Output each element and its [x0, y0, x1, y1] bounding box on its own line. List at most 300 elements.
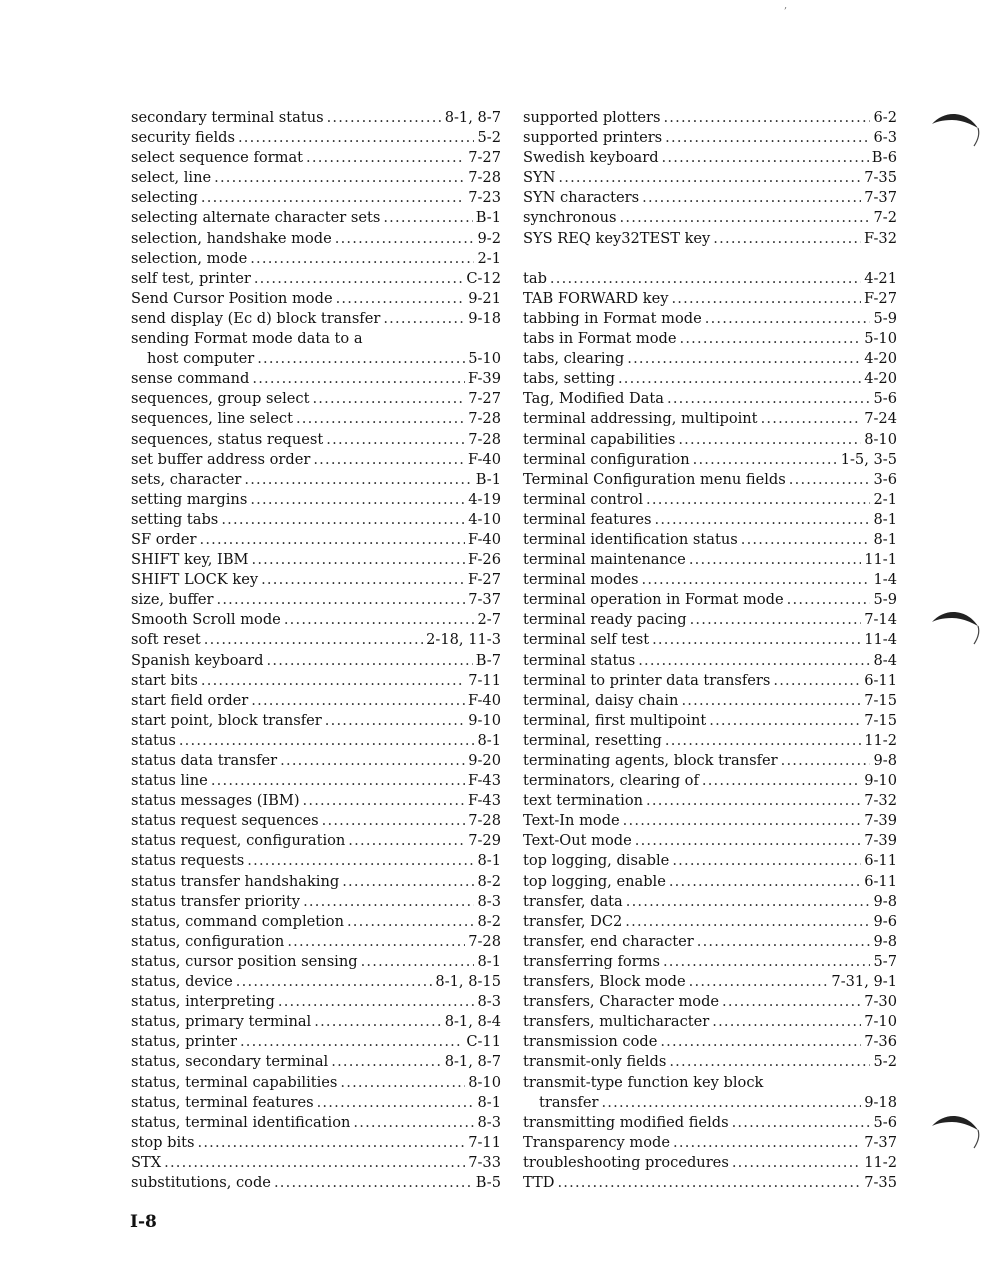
index-entry: [523, 992, 897, 1012]
page-reference: 8-3: [477, 892, 501, 910]
index-term: status data transfer: [131, 752, 278, 769]
index-term: terminal features: [523, 510, 652, 528]
index-entry: [523, 1173, 897, 1193]
index-entry: [131, 208, 501, 228]
dot-leader: [353, 1113, 474, 1133]
page-reference: 9-2: [477, 229, 501, 247]
index-entry: [523, 530, 897, 550]
index-term: transfer, end character: [523, 932, 694, 950]
dot-leader: [252, 369, 465, 389]
index-entry: [523, 932, 897, 952]
index-term: Text-Out mode: [523, 832, 632, 850]
page-reference: F-27: [864, 289, 897, 307]
dot-leader: [303, 791, 465, 811]
index-entry: [523, 590, 897, 610]
page-reference: 8-10: [864, 430, 897, 448]
dot-leader: [361, 952, 475, 972]
page-reference: 4-21: [864, 269, 897, 287]
dot-leader: [278, 992, 475, 1012]
index-term: transmit-only fields: [523, 1053, 667, 1071]
index-term: status, secondary terminal: [131, 1053, 329, 1071]
dot-leader: [383, 309, 465, 329]
index-entry: [131, 570, 501, 590]
page-reference: 4-20: [864, 370, 897, 388]
page-reference: 8-1, 8-7: [444, 1053, 501, 1071]
dot-leader: [620, 208, 871, 228]
index-entry: [523, 108, 897, 128]
page-reference: 11-4: [864, 631, 897, 649]
page-reference: C-12: [466, 269, 501, 287]
index-entry: [131, 912, 501, 932]
index-term: terminators, clearing of: [523, 772, 699, 790]
dot-leader: [342, 872, 474, 892]
page-reference: 7-28: [468, 430, 501, 448]
index-entry: [131, 932, 501, 952]
page-reference: 7-37: [468, 591, 501, 609]
dot-leader: [335, 229, 475, 249]
index-entry: [131, 972, 501, 992]
index-entry: [131, 369, 501, 389]
index-entry: [523, 389, 897, 409]
index-term: transfers, Character mode: [523, 993, 720, 1011]
dot-leader: [702, 771, 861, 791]
index-entry: [523, 1153, 897, 1173]
index-entry: [131, 530, 501, 550]
index-term: sequences, group select: [131, 390, 310, 408]
dot-leader: [635, 831, 861, 851]
index-term: send display (Ec d) block transfer: [131, 309, 381, 327]
index-term: status, terminal capabilities: [131, 1073, 338, 1091]
index-entry: [131, 430, 501, 450]
dot-leader: [274, 1173, 473, 1193]
dot-leader: [690, 610, 862, 630]
index-term: Terminal Configuration menu fields: [523, 470, 786, 488]
page-reference: 6-11: [864, 872, 897, 890]
index-term: set buffer address order: [131, 450, 311, 468]
index-entry: [523, 229, 897, 249]
index-term: transfer, data: [523, 892, 623, 910]
index-entry: [523, 550, 897, 570]
index-entry: [523, 269, 897, 289]
page-reference: F-27: [468, 571, 501, 589]
index-term: terminal, first multipoint: [523, 711, 707, 729]
dot-leader: [314, 1012, 441, 1032]
index-entry: [523, 851, 897, 871]
dot-leader: [789, 470, 871, 490]
page-reference: 8-2: [477, 872, 501, 890]
index-entry: [131, 289, 501, 309]
index-term: synchronous: [523, 209, 617, 227]
dot-leader: [201, 188, 465, 208]
index-entry: [131, 751, 501, 771]
index-term: terminal addressing, multipoint: [523, 410, 758, 428]
page-reference: 7-2: [873, 209, 897, 227]
index-term: selection, mode: [131, 249, 248, 267]
dot-leader: [199, 530, 465, 550]
page-reference: B-6: [871, 149, 897, 167]
dot-leader: [331, 1052, 441, 1072]
index-term: SYN characters: [523, 189, 640, 207]
page-reference: 11-2: [864, 731, 897, 749]
index-term: status, primary terminal: [131, 1013, 312, 1031]
page-reference: 5-10: [864, 330, 897, 348]
index-term: Tag, Modified Data: [523, 390, 664, 408]
dot-leader: [340, 1073, 465, 1093]
index-term: terminal operation in Format mode: [523, 591, 784, 609]
page-number: I-8: [130, 1212, 157, 1232]
index-term: status, command completion: [131, 912, 344, 930]
index-term: SHIFT LOCK key: [131, 571, 259, 589]
dot-leader: [312, 389, 465, 409]
index-term: status transfer handshaking: [131, 872, 340, 890]
page-reference: B-1: [475, 470, 501, 488]
page-reference: F-26: [468, 551, 501, 569]
index-term: terminal ready pacing: [523, 611, 687, 629]
index-term: status line: [131, 772, 208, 790]
index-entry: [131, 711, 501, 731]
index-entry: [131, 450, 501, 470]
dot-leader: [601, 1093, 861, 1113]
page-reference: 8-1, 8-4: [444, 1013, 501, 1031]
index-entry: [523, 872, 897, 892]
page-reference: 7-28: [468, 169, 501, 187]
dot-leader: [303, 892, 474, 912]
dot-leader: [267, 651, 473, 671]
index-entry: [131, 229, 501, 249]
index-entry: [523, 470, 897, 490]
dot-leader: [665, 731, 861, 751]
index-entry: [131, 148, 501, 168]
page-reference: 6-2: [873, 109, 897, 126]
index-term: tabbing in Format mode: [523, 309, 702, 327]
index-term: secondary terminal status: [131, 109, 324, 126]
dot-leader: [204, 630, 423, 650]
index-column-left: [131, 108, 501, 1193]
page-reference: 9-10: [468, 711, 501, 729]
dot-leader: [732, 1153, 861, 1173]
dot-leader: [306, 148, 465, 168]
index-entry: [131, 510, 501, 530]
page-reference: 5-7: [873, 952, 897, 970]
page-reference: 8-1: [477, 952, 501, 970]
dot-leader: [732, 1113, 871, 1133]
index-entry: [131, 1012, 501, 1032]
page-reference: 7-36: [864, 1033, 897, 1051]
index-entry: [131, 249, 501, 269]
index-entry: [131, 389, 501, 409]
index-entry: [523, 309, 897, 329]
index-term: sequences, line select: [131, 410, 293, 428]
index-entry: [523, 1093, 897, 1113]
dot-leader: [247, 851, 474, 871]
index-term: sending Format mode data to a: [131, 330, 363, 348]
index-entry: [131, 1093, 501, 1113]
page-reference: F-43: [468, 792, 501, 810]
dot-leader: [284, 610, 475, 630]
dot-leader: [679, 329, 861, 349]
index-term: troubleshooting procedures: [523, 1153, 729, 1171]
index-term: tabs, setting: [523, 370, 615, 388]
index-term: Smooth Scroll mode: [131, 611, 281, 629]
index-term: terminal identification status: [523, 530, 738, 548]
index-entry: [131, 791, 501, 811]
index-entry: [523, 711, 897, 731]
index-entry: [523, 811, 897, 831]
page-reference: 5-6: [873, 390, 897, 408]
index-term: transfer: [539, 1093, 599, 1111]
dot-leader: [164, 1153, 465, 1173]
page-reference: 7-11: [468, 671, 501, 689]
index-term: top logging, disable: [523, 852, 670, 870]
index-entry: [523, 831, 897, 851]
index-term: setting tabs: [131, 510, 219, 528]
dot-leader: [663, 108, 870, 128]
index-entry: [131, 1032, 501, 1052]
dot-leader: [251, 691, 465, 711]
index-entry: [131, 349, 501, 369]
index-term: selection, handshake mode: [131, 229, 332, 247]
index-entry: [131, 872, 501, 892]
index-entry: [131, 992, 501, 1012]
index-entry: [523, 771, 897, 791]
page-reference: 11-1: [864, 551, 897, 569]
page-reference: F-39: [468, 370, 501, 388]
index-entry: [523, 1113, 897, 1133]
index-entry: [523, 751, 897, 771]
dot-leader: [236, 972, 433, 992]
index-term: transferring forms: [523, 952, 660, 970]
index-entry: [131, 1052, 501, 1072]
index-entry: [523, 691, 897, 711]
dot-leader: [280, 751, 465, 771]
page-reference: 6-3: [873, 129, 897, 147]
index-term: status, printer: [131, 1033, 237, 1051]
page-reference: 7-37: [864, 1133, 897, 1151]
dot-leader: [671, 289, 861, 309]
page-reference: 5-2: [477, 129, 501, 147]
dot-leader: [336, 289, 466, 309]
page-reference: 8-1: [477, 731, 501, 749]
index-entry: [131, 610, 501, 630]
index-entry: [523, 610, 897, 630]
page-reference: 7-33: [468, 1153, 501, 1171]
index-term: terminal status: [523, 651, 636, 669]
index-term: SHIFT key, IBM: [131, 551, 249, 569]
index-entry: [131, 651, 501, 671]
dot-leader: [558, 168, 861, 188]
index-term: start field order: [131, 691, 249, 709]
dot-leader: [709, 711, 861, 731]
dot-leader: [325, 711, 465, 731]
dot-leader: [697, 932, 871, 952]
index-entry: [523, 369, 897, 389]
page-reference: 8-3: [477, 993, 501, 1011]
dot-leader: [251, 550, 465, 570]
index-term: selecting: [131, 189, 198, 207]
index-term: transmission code: [523, 1033, 658, 1051]
index-entry: [131, 409, 501, 429]
dot-leader: [317, 1093, 475, 1113]
index-term: supported plotters: [523, 109, 661, 126]
index-entry: [523, 510, 897, 530]
page-reference: 8-1: [873, 510, 897, 528]
index-column-right: [523, 108, 897, 1193]
page-reference: 7-27: [468, 390, 501, 408]
index-term: sequences, status request: [131, 430, 324, 448]
page-reference: 2-1: [477, 249, 501, 267]
page-reference: 7-28: [468, 812, 501, 830]
page-reference: 9-18: [864, 1093, 897, 1111]
page-reference: 8-1: [477, 852, 501, 870]
index-entry: [131, 550, 501, 570]
index-entry: [131, 892, 501, 912]
index-entry: [131, 952, 501, 972]
index-term: SYS REQ key32TEST key: [523, 229, 711, 247]
dot-leader: [705, 309, 871, 329]
index-entry: [523, 791, 897, 811]
index-term: SF order: [131, 530, 197, 548]
index-term: Spanish keyboard: [131, 651, 264, 669]
page-reference: 11-2: [864, 1153, 897, 1171]
index-term: status, terminal identification: [131, 1113, 351, 1131]
page-reference: 8-4: [873, 651, 897, 669]
index-entry: [523, 289, 897, 309]
index-term: terminal self test: [523, 631, 650, 649]
dot-leader: [201, 671, 465, 691]
index-term: STX: [131, 1153, 162, 1171]
index-entry: [131, 691, 501, 711]
page-reference: 4-10: [468, 510, 501, 528]
index-group-t: [523, 269, 897, 1193]
index-entry: [131, 128, 501, 148]
dot-leader: [713, 229, 861, 249]
index-term: Send Cursor Position mode: [131, 289, 333, 307]
index-term: transmit-type function key block: [523, 1073, 764, 1091]
dot-leader: [550, 269, 861, 289]
page-reference: 7-29: [468, 832, 501, 850]
dot-leader: [250, 490, 465, 510]
dot-leader: [211, 771, 465, 791]
page-reference: 9-6: [873, 912, 897, 930]
dot-leader: [681, 691, 861, 711]
index-term: start bits: [131, 671, 198, 689]
index-term: Swedish keyboard: [523, 149, 659, 167]
index-term: tabs in Format mode: [523, 330, 677, 348]
index-term: self test, printer: [131, 269, 251, 287]
index-entry: [523, 188, 897, 208]
index-entry: [131, 811, 501, 831]
index-term: transfer, DC2: [523, 912, 623, 930]
page-reference: 5-10: [468, 350, 501, 368]
page-reference: 9-18: [468, 309, 501, 327]
page-reference: 7-10: [864, 1013, 897, 1031]
dot-leader: [261, 570, 465, 590]
index-entry: [131, 851, 501, 871]
page-reference: 8-10: [468, 1073, 501, 1091]
page-reference: 8-3: [477, 1113, 501, 1131]
index-term: terminal maintenance: [523, 551, 686, 569]
index-entry: [523, 349, 897, 369]
index-entry: [523, 731, 897, 751]
dot-leader: [623, 811, 862, 831]
dot-leader: [787, 590, 871, 610]
index-term: status requests: [131, 852, 245, 870]
page-reference: 1-4: [873, 571, 897, 589]
index-term: tab: [523, 269, 547, 287]
index-term: status, cursor position sensing: [131, 952, 358, 970]
page-reference: 7-27: [468, 149, 501, 167]
index-entry: [131, 731, 501, 751]
page-reference: 7-35: [864, 1173, 897, 1191]
dot-leader: [662, 148, 869, 168]
index-entry: [523, 651, 897, 671]
dot-leader: [689, 550, 861, 570]
page-reference: B-1: [475, 209, 501, 227]
scan-mark: ,: [784, 0, 788, 11]
index-term: status, interpreting: [131, 993, 275, 1011]
dot-leader: [250, 249, 474, 269]
index-entry: [131, 1153, 501, 1173]
index-entry: [523, 430, 897, 450]
index-entry: [131, 831, 501, 851]
page-reference: 3-6: [873, 470, 897, 488]
dot-leader: [672, 851, 861, 871]
page-reference: 7-28: [468, 410, 501, 428]
page-reference: 2-18, 11-3: [426, 631, 501, 649]
index-entry: [131, 590, 501, 610]
dot-leader: [741, 530, 871, 550]
page-reference: 5-2: [873, 1053, 897, 1071]
index-entry: [523, 952, 897, 972]
page-reference: 2-1: [873, 490, 897, 508]
dot-leader: [179, 731, 475, 751]
page-reference: 2-7: [477, 611, 501, 629]
index-term: status, configuration: [131, 932, 285, 950]
index-entry: [523, 1073, 897, 1093]
index-term: terminal, daisy chain: [523, 691, 679, 709]
page-reference: 9-8: [873, 932, 897, 950]
index-entry: [523, 892, 897, 912]
dot-leader: [638, 651, 870, 671]
dot-leader: [667, 389, 871, 409]
page-reference: 7-15: [864, 691, 897, 709]
index-term: terminal capabilities: [523, 430, 676, 448]
index-term: status, terminal features: [131, 1093, 314, 1111]
index-term: status transfer priority: [131, 892, 301, 910]
index-entry: [523, 1032, 897, 1052]
dot-leader: [646, 791, 861, 811]
index-entry: [523, 208, 897, 228]
page-reference: 7-35: [864, 169, 897, 187]
index-term: selecting alternate character sets: [131, 209, 381, 227]
index-term: terminal modes: [523, 571, 639, 589]
dot-leader: [287, 932, 465, 952]
page-reference: 8-1: [477, 1093, 501, 1111]
index-entry: [131, 1133, 501, 1153]
page-reference: 7-15: [864, 711, 897, 729]
index-entry: [131, 771, 501, 791]
index-entry: [131, 1073, 501, 1093]
dot-leader: [669, 872, 861, 892]
page-reference: 7-39: [864, 832, 897, 850]
dot-leader: [322, 811, 466, 831]
page-reference: 8-2: [477, 912, 501, 930]
index-entry: [523, 1133, 897, 1153]
dot-leader: [673, 1133, 861, 1153]
index-entry: [131, 630, 501, 650]
dot-leader: [663, 952, 871, 972]
index-entry: [523, 450, 897, 470]
